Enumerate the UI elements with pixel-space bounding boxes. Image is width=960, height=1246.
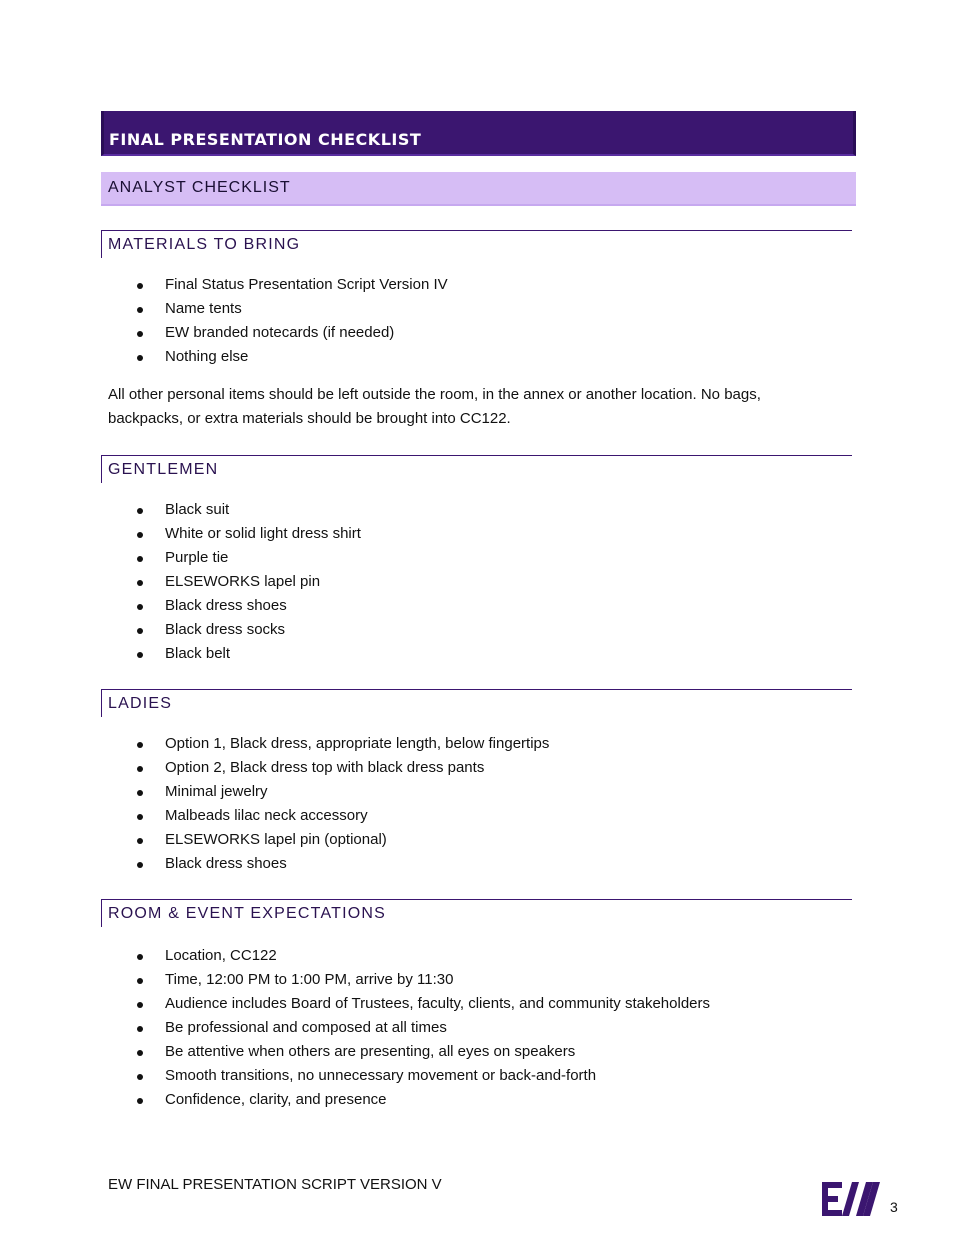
sub-banner bbox=[101, 172, 856, 206]
list-item: Option 1, Black dress, appropriate length, below fingertips bbox=[137, 732, 549, 756]
list-item: Location, CC122 bbox=[137, 944, 710, 968]
footer-title: EW FINAL PRESENTATION SCRIPT VERSION V bbox=[108, 1176, 442, 1193]
list-item: Smooth transitions, no unnecessary movement or back-and-forth bbox=[137, 1064, 710, 1088]
section-heading-label: ROOM & EVENT EXPECTATIONS bbox=[108, 905, 387, 922]
list-item: Black dress shoes bbox=[137, 594, 361, 618]
list-item: Minimal jewelry bbox=[137, 780, 549, 804]
list-item: Be attentive when others are presenting, all eyes on speakers bbox=[137, 1040, 710, 1064]
list-item: Black dress socks bbox=[137, 618, 361, 642]
materials-list bbox=[137, 273, 448, 369]
main-title: FINAL PRESENTATION CHECKLIST bbox=[109, 130, 422, 149]
section-heading-ladies bbox=[101, 689, 852, 717]
section-heading-label: GENTLEMEN bbox=[108, 461, 219, 478]
list-item: Final Status Presentation Script Version IV bbox=[137, 273, 448, 297]
list-item: Malbeads lilac neck accessory bbox=[137, 804, 549, 828]
list-item: ELSEWORKS lapel pin (optional) bbox=[137, 828, 549, 852]
section-heading-label: MATERIALS TO BRING bbox=[108, 236, 301, 253]
room-event-list bbox=[137, 944, 710, 1112]
list-item: White or solid light dress shirt bbox=[137, 522, 361, 546]
list-item: Time, 12:00 PM to 1:00 PM, arrive by 11:30 bbox=[137, 968, 710, 992]
list-item: Name tents bbox=[137, 297, 448, 321]
section-heading-gentlemen bbox=[101, 455, 852, 483]
list-item: Audience includes Board of Trustees, faculty, clients, and community stakeholders bbox=[137, 992, 710, 1016]
list-item: ELSEWORKS lapel pin bbox=[137, 570, 361, 594]
list-item: Confidence, clarity, and presence bbox=[137, 1088, 710, 1112]
ew-logo-icon bbox=[822, 1182, 880, 1218]
sub-title: ANALYST CHECKLIST bbox=[108, 179, 291, 196]
list-item: Be professional and composed at all times bbox=[137, 1016, 710, 1040]
list-item: Black dress shoes bbox=[137, 852, 549, 876]
list-item: Purple tie bbox=[137, 546, 361, 570]
page-number: 3 bbox=[890, 1199, 898, 1215]
list-item: Black suit bbox=[137, 498, 361, 522]
list-item: Black belt bbox=[137, 642, 361, 666]
list-item: Option 2, Black dress top with black dress pants bbox=[137, 756, 549, 780]
list-item: EW branded notecards (if needed) bbox=[137, 321, 448, 345]
ladies-list bbox=[137, 732, 549, 876]
main-banner bbox=[101, 111, 856, 156]
section-heading-label: LADIES bbox=[108, 695, 173, 712]
materials-note: All other personal items should be left outside the room, in the annex or another location. No bags, backpacks, or extra materials should be brought into CC122. bbox=[108, 386, 761, 427]
section-heading-room-event bbox=[101, 899, 852, 927]
list-item: Nothing else bbox=[137, 345, 448, 369]
section-heading-materials bbox=[101, 230, 852, 258]
gentlemen-list bbox=[137, 498, 361, 666]
